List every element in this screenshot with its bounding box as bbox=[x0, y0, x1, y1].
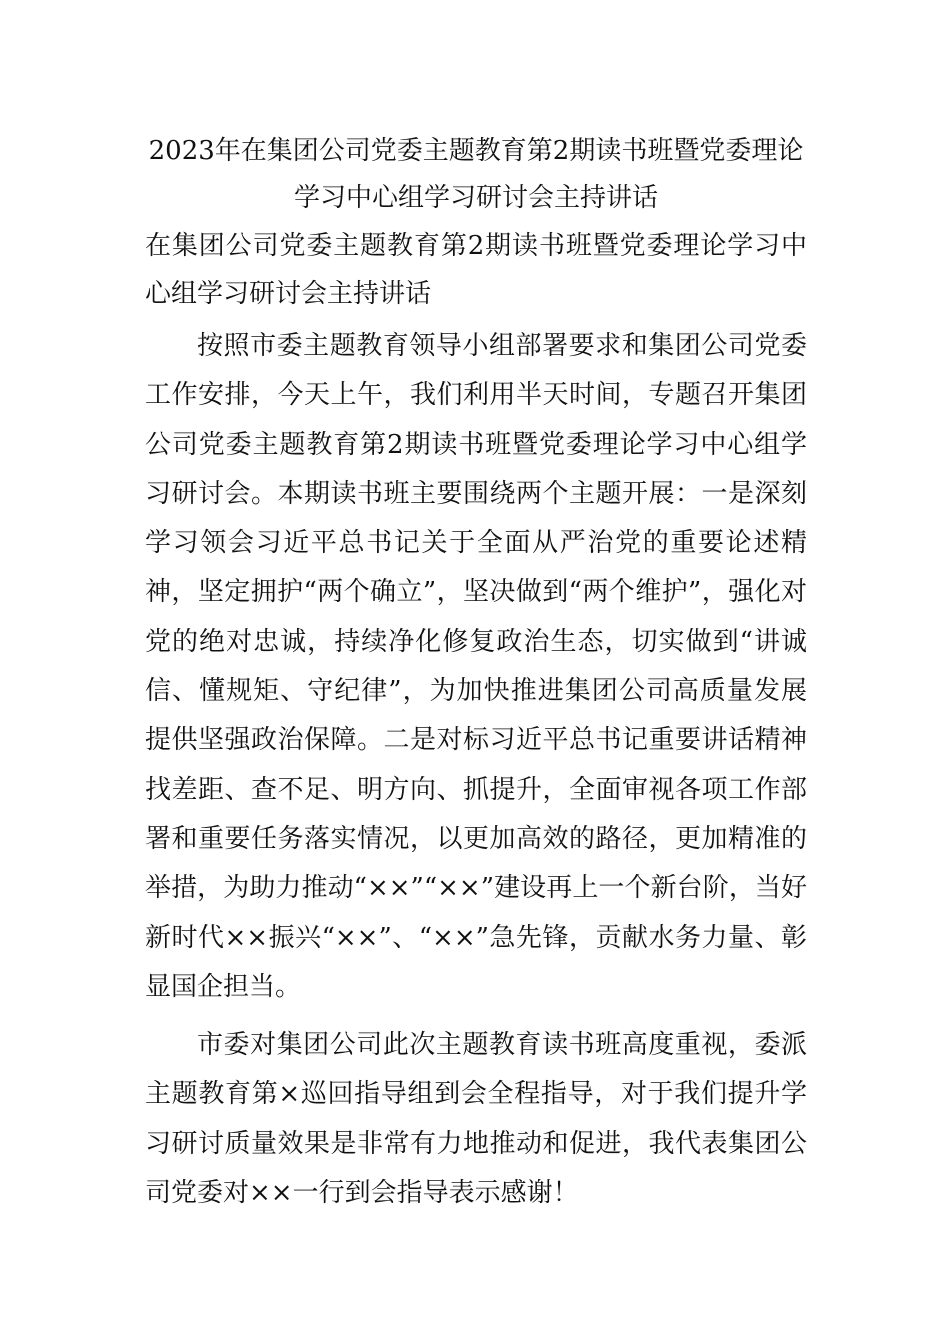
body-paragraph: 按照市委主题教育领导小组部署要求和集团公司党委工作安排，今天上午，我们利用半天时间，专题召开集团公司党委主题教育第2期读书班暨党委理论学习中心组学习研讨会。本期读书班主要围绕两个主题开展：一是深刻学习领会习近平总书记关于全面从严治党的重要论述精神，坚定拥护“两个确立”，坚决做到“两个维护”，强化对党的绝对忠诚，持续净化修复政治生态，切实做到“讲诚信、懂规矩、守纪律”，为加快推进集团公司高质量发展提供坚强政治保障。二是对标习近平总书记重要讲话精神找差距、查不足、明方向、抓提升，全面审视各项工作部署和重要任务落实情况，以更加高效的路径，更加精准的举措，为助力推动“××”“××”建设再上一个新台阶，当好新时代××振兴“××”、“××”急先锋，贡献水务力量、彰显国企担当。 bbox=[145, 331, 807, 1002]
document-body bbox=[145, 322, 807, 1218]
document-title: 2023年在集团公司党委主题教育第2期读书班暨党委理论学习中心组学习研讨会主持讲话 bbox=[148, 136, 804, 213]
document-content bbox=[145, 128, 807, 1218]
document-subtitle: 在集团公司党委主题教育第2期读书班暨党委理论学习中心组学习研讨会主持讲话 bbox=[145, 231, 807, 309]
body-paragraph: 市委对集团公司此次主题教育读书班高度重视，委派主题教育第×巡回指导组到会全程指导，对于我们提升学习研讨质量效果是非常有力地推动和促进，我代表集团公司党委对××一行到会指导表示感谢！ bbox=[145, 1030, 807, 1209]
